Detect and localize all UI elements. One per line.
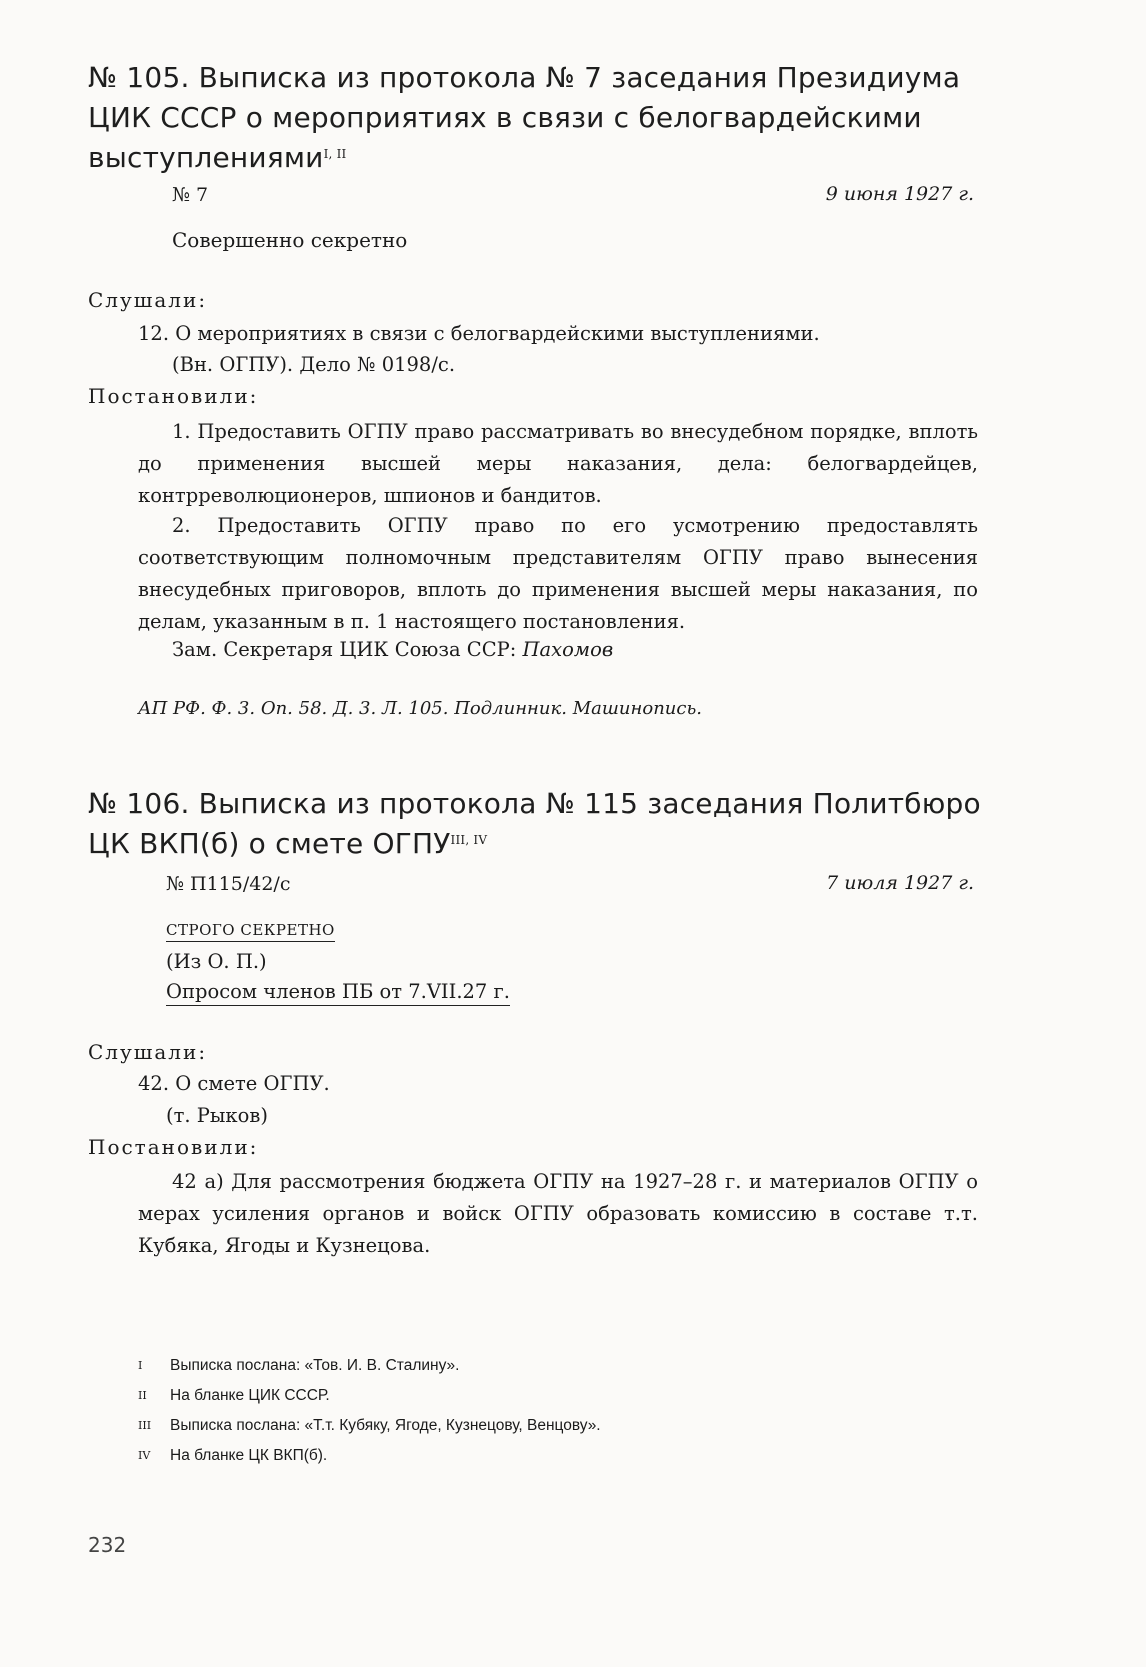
doc106-title-line1: № 106. Выписка из протокола № 115 заседания Политбюро bbox=[88, 787, 981, 820]
doc105-source: АП РФ. Ф. 3. Оп. 58. Д. 3. Л. 105. Подлинник. Машинопись. bbox=[138, 698, 702, 719]
doc105-heard-ref: (Вн. ОГПУ). Дело № 0198/с. bbox=[172, 353, 456, 376]
doc105-heard-item: 12. О мероприятиях в связи с белогвардейскими выступлениями. bbox=[138, 322, 820, 345]
doc106-title bbox=[88, 784, 988, 864]
doc105-title-line3: выступлениями bbox=[88, 141, 324, 174]
doc105-date: 9 июня 1927 г. bbox=[825, 183, 974, 205]
footnote-mark: I bbox=[138, 1359, 143, 1372]
footnote-mark: II bbox=[138, 1389, 147, 1402]
doc105-decision2: 2. Предоставить ОГПУ право по его усмотрению предоставлять соответствующим полномочным представителям ОГПУ право вынесения внесудебных приговоров, вплоть до применения высшей меры наказания, по делам, указанным в п. 1 настоящего постановления. bbox=[138, 514, 978, 633]
footnote-text: На бланке ЦК ВКП(б). bbox=[170, 1447, 328, 1464]
doc105-title-line1: № 105. Выписка из протокола № 7 заседания Президиума bbox=[88, 61, 961, 94]
doc105-title-line2: ЦИК СССР о мероприятиях в связи с белогвардейскими bbox=[88, 101, 922, 134]
doc106-title-marks: III, IV bbox=[450, 833, 488, 847]
footnote-text: Выписка послана: «Т.т. Кубяку, Ягоде, Кузнецову, Венцову». bbox=[170, 1417, 601, 1434]
footnote-text: Выписка послана: «Тов. И. В. Сталину». bbox=[170, 1357, 460, 1374]
doc105-title bbox=[88, 58, 988, 178]
doc106-secrecy: СТРОГО СЕКРЕТНО bbox=[166, 921, 335, 942]
footnote-mark: IV bbox=[138, 1449, 151, 1462]
doc105-decided-label: Постановили: bbox=[88, 384, 259, 408]
footnote bbox=[138, 1416, 601, 1436]
footnote-mark: III bbox=[138, 1419, 152, 1432]
footnote bbox=[138, 1446, 328, 1466]
doc105-title-marks: I, II bbox=[323, 147, 347, 161]
doc105-decision1: 1. Предоставить ОГПУ право рассматривать во внесудебном порядке, вплоть до применения высшей меры наказания, дела: белогвардейцев, контрреволюционеров, шпионов и бандитов. bbox=[138, 420, 978, 507]
footnote bbox=[138, 1386, 330, 1406]
doc105-signature bbox=[172, 638, 613, 662]
doc106-heard-item: 42. О смете ОГПУ. bbox=[138, 1072, 330, 1095]
doc105-heard-label: Слушали: bbox=[88, 288, 208, 312]
doc106-decision: 42 а) Для рассмотрения бюджета ОГПУ на 1927–28 г. и материалов ОГПУ о мерах усиления органов и войск ОГПУ образовать комиссию в составе т.т. Кубяка, Ягоды и Кузнецова. bbox=[138, 1170, 978, 1257]
footnote-text: На бланке ЦИК СССР. bbox=[170, 1387, 330, 1404]
doc105-signature-name: Пахомов bbox=[522, 638, 614, 661]
doc105-signature-role: Зам. Секретаря ЦИК Союза ССР: bbox=[172, 638, 517, 661]
doc106-title-line2: ЦК ВКП(б) о смете ОГПУ bbox=[88, 827, 451, 860]
page-number: 232 bbox=[88, 1533, 127, 1557]
doc106-number: № П115/42/с bbox=[166, 873, 291, 895]
doc105-secrecy: Совершенно секретно bbox=[172, 228, 408, 252]
doc106-poll: Опросом членов ПБ от 7.VII.27 г. bbox=[166, 980, 510, 1006]
doc105-number: № 7 bbox=[172, 184, 209, 206]
footnote bbox=[138, 1356, 460, 1376]
doc106-decided-label: Постановили: bbox=[88, 1135, 259, 1159]
doc106-heard-ref: (т. Рыков) bbox=[166, 1104, 268, 1127]
doc106-from: (Из О. П.) bbox=[166, 950, 267, 973]
doc106-heard-label: Слушали: bbox=[88, 1040, 208, 1064]
doc106-date: 7 июля 1927 г. bbox=[826, 872, 974, 894]
